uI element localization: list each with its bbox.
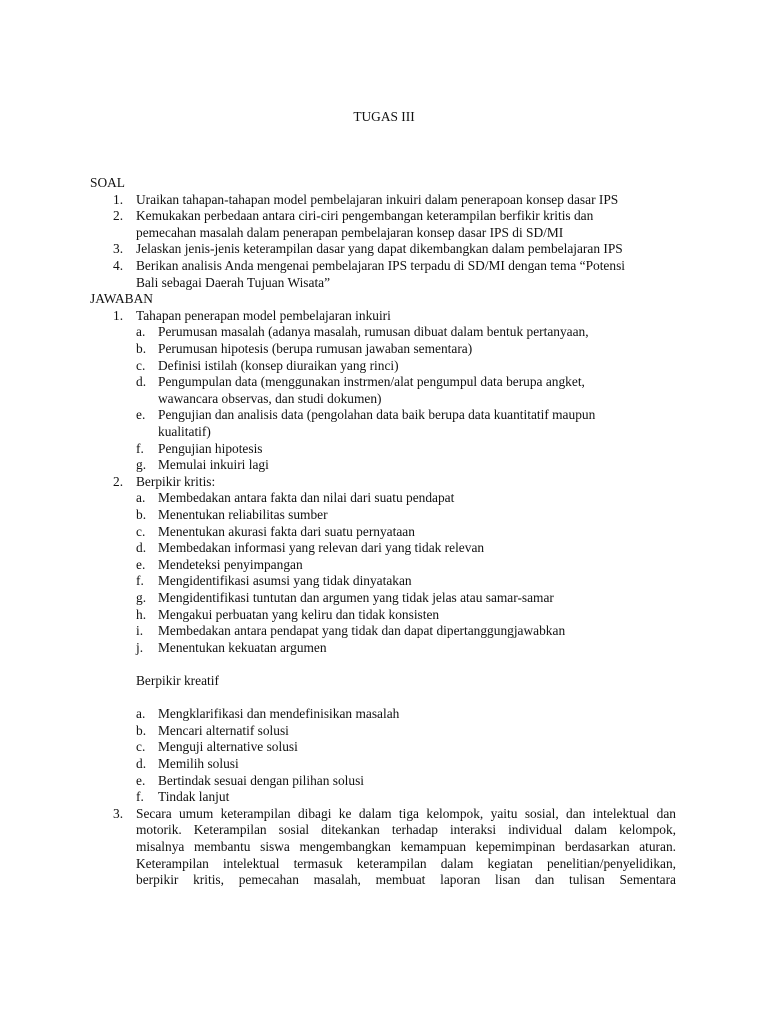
sub-item-letter: c.: [136, 739, 146, 755]
sub-item-letter: b.: [136, 722, 147, 738]
soal-number: 2.: [113, 208, 124, 224]
sub-item-letter: c.: [136, 357, 146, 373]
paragraph-line: misalnya membantu siswa mengembangkan kemampuan kepemimpinan berdasarkan aturan.: [136, 839, 676, 854]
sub-item-letter: d.: [136, 374, 147, 390]
sub-item-text: Mengidentifikasi tuntutan dan argumen yang tidak jelas atau samar-samar: [158, 590, 554, 605]
sub-item-letter: g.: [136, 457, 147, 473]
sub-item-letter: e.: [136, 772, 146, 788]
sub-item-text: Memilih solusi: [158, 756, 239, 771]
sub-item-text: Perumusan hipotesis (berupa rumusan jawaban sementara): [158, 341, 473, 356]
sub-item-text: Membedakan antara fakta dan nilai dari suatu pendapat: [158, 490, 455, 506]
sub-item-letter: h.: [136, 606, 147, 622]
sub-item-text: Pengujian dan analisis data (pengolahan data baik berupa data kuantitatif maupun: [158, 407, 596, 423]
paragraph-line: Keterampilan intelektual termasuk keterampilan dalam kegiatan penelitian/penyelidikan,: [136, 855, 676, 871]
sub-item-letter: d.: [136, 540, 147, 556]
jawaban-item-label: Tahapan penerapan model pembelajaran inkuiri: [136, 307, 391, 323]
sub-item-text: Mendeteksi penyimpangan: [158, 556, 303, 572]
sub-item-text: Mengidentifikasi asumsi yang tidak dinyatakan: [158, 573, 412, 589]
sub-item-letter: a.: [136, 706, 146, 722]
sub-item-text: Definisi istilah (konsep diuraikan yang rinci): [158, 357, 399, 373]
paragraph-line: Secara umum keterampilan dibagi ke dalam tiga kelompok, yaitu sosial, dan intelektual dan: [136, 805, 676, 821]
sub-item-letter: f.: [136, 440, 144, 456]
sub-item-text: Pengujian hipotesis: [158, 440, 263, 456]
sub-item-text: Mengakui perbuatan yang keliru dan tidak konsisten: [158, 606, 440, 622]
jawaban-number: 1.: [113, 307, 124, 323]
sub-item-letter: b.: [136, 341, 147, 356]
sub-item-text: Membedakan informasi yang relevan dari yang tidak relevan: [158, 540, 485, 556]
soal-item-text: Berikan analisis Anda mengenai pembelajaran IPS terpadu di SD/MI dengan tema “Potensi: [136, 258, 626, 273]
sub-item-letter: f.: [136, 789, 144, 805]
soal-number: 1.: [113, 191, 124, 207]
sub-item-text: Tindak lanjut: [158, 789, 230, 805]
paragraph-line: motorik. Keterampilan sosial ditekankan terhadap interaksi individual dalam kelompok,: [136, 822, 676, 838]
sub-item-text: Menguji alternative solusi: [158, 739, 298, 755]
paragraph-line: berpikir kritis, pemecahan masalah, membuat laporan lisan dan tulisan Sementara: [136, 872, 676, 888]
sub-item-text: Mencari alternatif solusi: [158, 722, 289, 738]
sub-item-text: Pengumpulan data (menggunakan instrmen/alat pengumpul data berupa angket,: [158, 374, 585, 390]
berpikir-kreatif-label: Berpikir kreatif: [136, 673, 219, 688]
sub-item-letter: a.: [136, 490, 146, 506]
sub-item-letter: b.: [136, 507, 147, 522]
sub-item-letter: e.: [136, 407, 146, 423]
soal-item-text: pemecahan masalah dalam penerapan pembelajaran konsep dasar IPS di SD/MI: [136, 224, 564, 240]
jawaban-number: 3.: [113, 805, 124, 821]
jawaban-item-label: Berpikir kritis:: [136, 473, 216, 489]
sub-item-letter: f.: [136, 573, 144, 589]
sub-item-text: Menentukan reliabilitas sumber: [158, 507, 328, 522]
sub-item-letter: a.: [136, 324, 146, 340]
sub-item-letter: i.: [136, 623, 144, 639]
sub-item-text: wawancara observas, dan studi dokumen): [158, 390, 382, 406]
sub-item-text: kualitatif): [158, 424, 211, 439]
sub-item-letter: j.: [136, 639, 144, 655]
soal-item-text: Uraikan tahapan-tahapan model pembelajaran inkuiri dalam penerapoan konsep dasar IPS: [136, 191, 619, 207]
jawaban-heading: JAWABAN: [90, 291, 153, 307]
soal-item-text: Jelaskan jenis-jenis keterampilan dasar yang dapat dikembangkan dalam pembelajaran IPS: [136, 241, 623, 257]
jawaban-number: 2.: [113, 473, 124, 489]
sub-item-text: Membedakan antara pendapat yang tidak dan dapat dipertanggungjawabkan: [158, 623, 566, 639]
sub-item-text: Mengklarifikasi dan mendefinisikan masalah: [158, 706, 400, 722]
sub-item-text: Bertindak sesuai dengan pilihan solusi: [158, 772, 365, 788]
soal-item-text: Kemukakan perbedaan antara ciri-ciri pengembangan keterampilan berfikir kritis dan: [136, 208, 594, 224]
soal-number: 4.: [113, 258, 124, 273]
soal-item-text: Bali sebagai Daerah Tujuan Wisata”: [136, 274, 331, 290]
sub-item-letter: c.: [136, 523, 146, 539]
sub-item-text: Menentukan akurasi fakta dari suatu pernyataan: [158, 523, 415, 539]
sub-item-letter: g.: [136, 590, 147, 605]
soal-number: 3.: [113, 241, 124, 257]
page-title: TUGAS III: [353, 109, 415, 124]
sub-item-text: Perumusan masalah (adanya masalah, rumusan dibuat dalam bentuk pertanyaan,: [158, 324, 589, 340]
soal-heading: SOAL: [90, 175, 125, 190]
sub-item-letter: e.: [136, 556, 146, 572]
sub-item-text: Menentukan kekuatan argumen: [158, 639, 327, 655]
sub-item-text: Memulai inkuiri lagi: [158, 457, 269, 473]
sub-item-letter: d.: [136, 756, 147, 771]
